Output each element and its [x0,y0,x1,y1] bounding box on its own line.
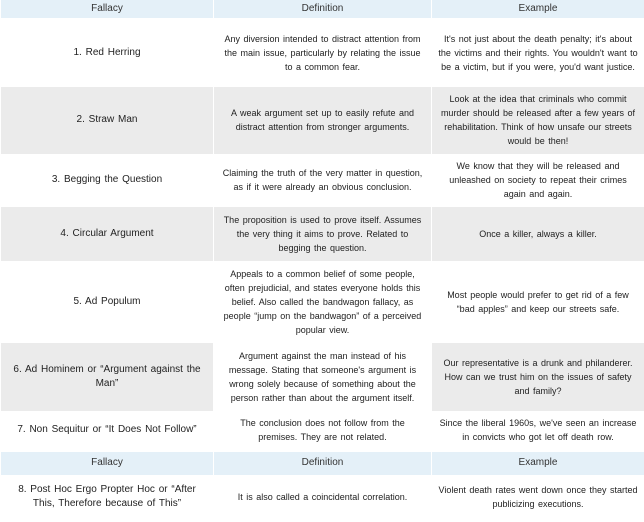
header-definition: Definition [214,451,432,476]
fallacy-name: 2. Straw Man [1,87,214,154]
fallacy-example: Our representative is a drunk and philanderer. How can we trust him on the issues of safety and family? [432,343,644,411]
fallacy-example: Look at the idea that criminals who commit murder should be released after a few years of rehabilitation. Think of how unsafe our streets would be then! [432,87,644,154]
fallacy-name: 8. Post Hoc Ergo Propter Hoc or “After This, Therefore because of This” [1,476,214,518]
fallacy-definition: The proposition is used to prove itself. Assumes the very thing it aims to prove. Related to begging the question. [214,207,432,261]
fallacy-example: Once a killer, always a killer. [432,207,644,261]
fallacy-name: 5. Ad Populum [1,261,214,343]
fallacy-definition: A weak argument set up to easily refute and distract attention from stronger arguments. [214,87,432,154]
table-row [1,476,644,518]
fallacy-example: We know that they will be released and unleashed on society to repeat their crimes again and again. [432,154,644,207]
fallacy-definition: Argument against the man instead of his message. Stating that someone's argument is wrong solely because of something about the person rather than about the argument itself. [214,343,432,411]
fallacy-definition: Claiming the truth of the very matter in question, as if it were already an obvious conclusion. [214,154,432,207]
fallacy-example: Since the liberal 1960s, we've seen an increase in convicts who got let off death row. [432,411,644,451]
header-example: Example [432,0,644,19]
fallacy-definition: It is also called a coincidental correlation. [214,476,432,518]
table-header-row [1,0,644,19]
header-fallacy: Fallacy [1,0,214,19]
fallacy-name: 3. Begging the Question [1,154,214,207]
table-row [1,343,644,411]
fallacy-name: 6. Ad Hominem or “Argument against the Man” [1,343,214,411]
fallacy-definition: The conclusion does not follow from the premises. They are not related. [214,411,432,451]
table-row [1,19,644,87]
fallacy-definition: Appeals to a common belief of some people, often prejudicial, and states everyone holds this belief. Also called the bandwagon fallacy, as people “jump on the bandwagon” of a perceived popular view. [214,261,432,343]
fallacy-example: Violent death rates went down once they started publicizing executions. [432,476,644,518]
header-fallacy: Fallacy [1,451,214,476]
table-row [1,261,644,343]
table-row [1,87,644,154]
fallacy-name: 7. Non Sequitur or “It Does Not Follow” [1,411,214,451]
fallacy-name: 1. Red Herring [1,19,214,87]
fallacy-example: Most people would prefer to get rid of a few “bad apples” and keep our streets safe. [432,261,644,343]
header-definition: Definition [214,0,432,19]
fallacy-name: 4. Circular Argument [1,207,214,261]
fallacy-example: It's not just about the death penalty; it's about the victims and their rights. You wouldn't want to be a victim, but if you were, you'd want justice. [432,19,644,87]
fallacy-definition: Any diversion intended to distract attention from the main issue, particularly by relating the issue to a common fear. [214,19,432,87]
header-example: Example [432,451,644,476]
table-row [1,154,644,207]
table-header-row-repeat [1,451,644,476]
table-row [1,411,644,451]
table-row [1,207,644,261]
